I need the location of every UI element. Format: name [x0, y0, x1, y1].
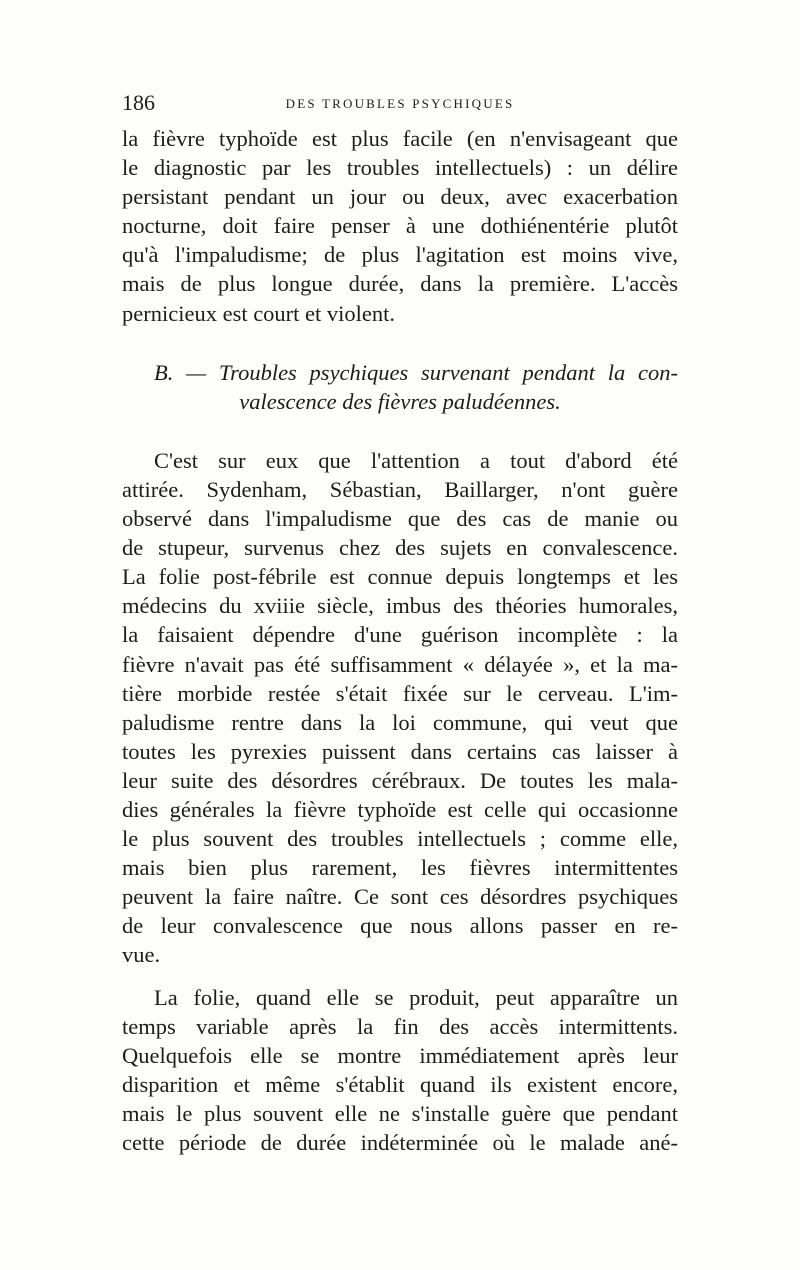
page-header: [122, 90, 678, 120]
section-heading-line: B. — Troubles psychiques survenant pendant la con-: [154, 359, 678, 385]
text-line: La folie, quand elle se produit, peut apparaître un: [154, 984, 678, 1010]
text-line: le plus souvent des troubles intellectuels ; comme elle,: [122, 826, 678, 852]
text-line: le diagnostic par les troubles intellectuels) : un délire: [122, 155, 678, 181]
body-text: [122, 124, 678, 1157]
text-line: qu'à l'impaludisme; de plus l'agitation est moins vive,: [122, 242, 678, 268]
paragraph-3: [122, 983, 678, 1158]
text-line: observé dans l'impaludisme que des cas de manie ou: [122, 506, 678, 532]
text-line: La folie post-fébrile est connue depuis longtemps et les: [122, 564, 678, 590]
text-line: disparition et même s'établit quand ils existent encore,: [122, 1071, 678, 1097]
text-line: mais de plus longue durée, dans la première. L'accès: [122, 271, 678, 297]
text-line: peuvent la faire naître. Ce sont ces désordres psychiques: [122, 884, 678, 910]
text-line: temps variable après la fin des accès intermittents.: [122, 1013, 678, 1039]
text-line: vue.: [122, 942, 161, 968]
text-line: paludisme rentre dans la loi commune, qui veut que: [122, 709, 678, 735]
text-line: tière morbide restée s'était fixée sur le cerveau. L'im-: [122, 680, 678, 706]
text-line: mais bien plus rarement, les fièvres intermittentes: [122, 855, 678, 881]
text-line: de leur convalescence que nous allons passer en re-: [122, 913, 678, 939]
text-line: médecins du xviiie siècle, imbus des théories humorales,: [122, 593, 678, 619]
text-line: toutes les pyrexies puissent dans certains cas laisser à: [122, 738, 678, 764]
text-line: C'est sur eux que l'attention a tout d'abord été: [154, 447, 678, 473]
page-number: 186: [122, 90, 155, 115]
text-line: la faisaient dépendre d'une guérison incomplète : la: [122, 622, 678, 648]
text-line: de stupeur, survenus chez des sujets en convalescence.: [122, 535, 678, 561]
section-heading-line: valescence des fièvres paludéennes.: [239, 388, 561, 414]
text-line: leur suite des désordres cérébraux. De toutes les mala-: [122, 767, 678, 793]
text-line: fièvre n'avait pas été suffisamment « délayée », et la ma-: [122, 651, 678, 677]
text-line: la fièvre typhoïde est plus facile (en n'envisageant que: [122, 126, 678, 151]
text-line: cette période de durée indéterminée où le malade ané-: [122, 1130, 678, 1155]
text-line: attirée. Sydenham, Sébastian, Baillarger, n'ont guère: [122, 476, 678, 502]
text-line: persistant pendant un jour ou deux, avec exacerbation: [122, 184, 678, 210]
running-head: DES TROUBLES PSYCHIQUES: [285, 96, 515, 111]
text-line: dies générales la fièvre typhoïde est celle qui occasionne: [122, 796, 678, 822]
text-line: pernicieux est court et violent.: [122, 300, 396, 326]
text-line: mais le plus souvent elle ne s'installe guère que pendant: [122, 1100, 678, 1126]
paragraph-1: [122, 124, 678, 328]
text-line: nocturne, doit faire penser à une dothiénentérie plutôt: [122, 213, 678, 239]
section-heading: [122, 358, 678, 416]
paragraph-2: [122, 446, 678, 970]
text-line: Quelquefois elle se montre immédiatement après leur: [122, 1042, 678, 1068]
